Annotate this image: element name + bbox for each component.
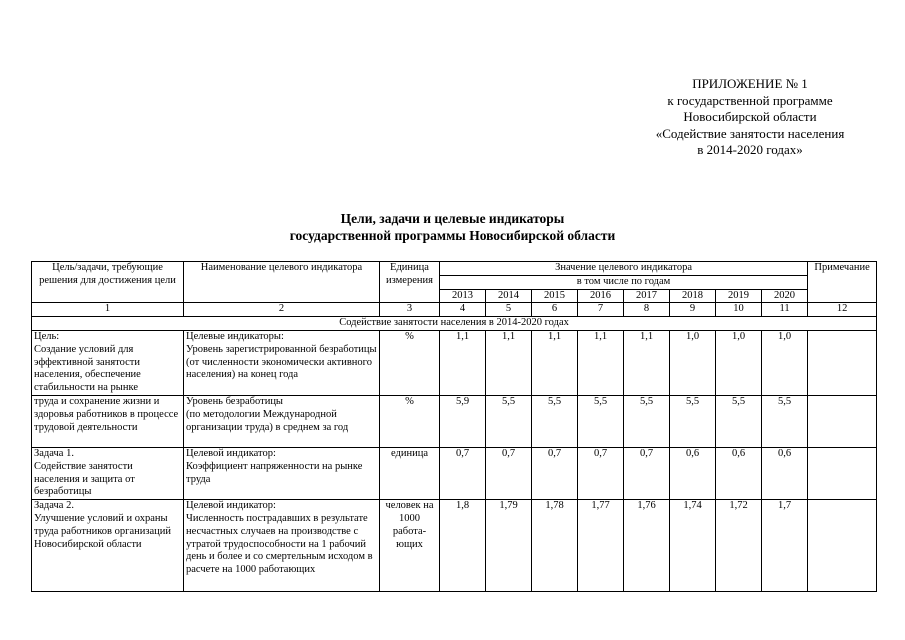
appendix-block	[600, 76, 900, 159]
value-cell: 1,8	[440, 500, 486, 592]
value-cell: 0,7	[624, 447, 670, 499]
value-cell: 1,74	[670, 500, 716, 592]
value-cell: 1,0	[670, 330, 716, 395]
year-cell: 2015	[532, 289, 578, 303]
table-row	[32, 330, 877, 395]
year-cell: 2018	[670, 289, 716, 303]
col-number: 11	[762, 303, 808, 317]
value-cell: 1,0	[716, 330, 762, 395]
col-number: 8	[624, 303, 670, 317]
title-line-2: государственной программы Новосибирской области	[289, 228, 616, 243]
year-cell: 2020	[762, 289, 808, 303]
col-number: 6	[532, 303, 578, 317]
value-cell: 1,1	[578, 330, 624, 395]
col-number: 4	[440, 303, 486, 317]
col-number: 3	[380, 303, 440, 317]
note-cell	[808, 330, 877, 395]
value-cell: 0,7	[532, 447, 578, 499]
unit-cell: %	[380, 330, 440, 395]
value-cell: 1,1	[624, 330, 670, 395]
unit-cell: %	[380, 395, 440, 447]
value-cell: 0,7	[578, 447, 624, 499]
value-cell: 1,0	[762, 330, 808, 395]
col-number: 2	[184, 303, 380, 317]
value-cell: 1,77	[578, 500, 624, 592]
value-cell: 1,76	[624, 500, 670, 592]
value-cell: 5,5	[716, 395, 762, 447]
value-cell: 1,7	[762, 500, 808, 592]
indicator-cell: Целевой индикатор: Численность пострадавших в результате несчастных случаев на производстве с утратой трудоспособности на 1 рабочий день и более и со смертельным исходом в расчете на 1000 работающих	[184, 500, 380, 592]
indicator-cell: Целевые индикаторы: Уровень зарегистрированной безработицы (от численности экономически активного населения) на конец года	[184, 330, 380, 395]
value-cell: 1,72	[716, 500, 762, 592]
appendix-line-4: «Содействие занятости населения	[655, 125, 845, 141]
unit-cell: человек на 1000 работа-ющих	[380, 500, 440, 592]
note-cell	[808, 500, 877, 592]
value-cell: 1,79	[486, 500, 532, 592]
value-cell: 5,5	[486, 395, 532, 447]
document-title	[0, 210, 905, 244]
year-cell: 2013	[440, 289, 486, 303]
indicator-cell: Уровень безработицы (по методологии Международной организации труда) в среднем за год	[184, 395, 380, 447]
year-cell: 2014	[486, 289, 532, 303]
value-cell: 5,5	[532, 395, 578, 447]
appendix-line-2: к государственной программе	[667, 92, 833, 108]
note-cell	[808, 395, 877, 447]
table-row	[32, 447, 877, 499]
value-cell: 5,5	[670, 395, 716, 447]
header-note: Примечание	[808, 262, 877, 303]
col-number: 5	[486, 303, 532, 317]
year-cell: 2017	[624, 289, 670, 303]
table-row	[32, 395, 877, 447]
year-cell: 2019	[716, 289, 762, 303]
value-cell: 0,6	[716, 447, 762, 499]
header-goal: Цель/задачи, требующие решения для достижения цели	[32, 262, 184, 303]
appendix-line-1: ПРИЛОЖЕНИЕ № 1	[692, 76, 808, 91]
column-numbers-row	[32, 303, 877, 317]
value-cell: 0,6	[670, 447, 716, 499]
value-cell: 0,6	[762, 447, 808, 499]
title-line-1: Цели, задачи и целевые индикаторы	[340, 211, 565, 226]
year-cell: 2016	[578, 289, 624, 303]
value-cell: 0,7	[486, 447, 532, 499]
col-number: 9	[670, 303, 716, 317]
section-title: Содействие занятости населения в 2014-2020 годах	[32, 317, 877, 331]
header-by-years: в том числе по годам	[440, 275, 808, 289]
header-indicator: Наименование целевого индикатора	[184, 262, 380, 303]
indicator-cell: Целевой индикатор: Коэффициент напряженности на рынке труда	[184, 447, 380, 499]
col-number: 10	[716, 303, 762, 317]
goal-cell: Задача 1. Содействие занятости населения и защита от безработицы	[32, 447, 184, 499]
unit-cell: единица	[380, 447, 440, 499]
value-cell: 5,5	[624, 395, 670, 447]
col-number: 7	[578, 303, 624, 317]
value-cell: 1,1	[440, 330, 486, 395]
value-cell: 5,9	[440, 395, 486, 447]
value-cell: 1,1	[486, 330, 532, 395]
table-row	[32, 500, 877, 592]
header-value: Значение целевого индикатора	[440, 262, 808, 276]
appendix-line-3: Новосибирской области	[683, 109, 817, 124]
value-cell: 1,78	[532, 500, 578, 592]
table-header-row	[32, 262, 877, 276]
value-cell: 1,1	[532, 330, 578, 395]
section-row	[32, 317, 877, 331]
value-cell: 5,5	[578, 395, 624, 447]
appendix-line-5: в 2014-2020 годах»	[697, 142, 803, 157]
col-number: 1	[32, 303, 184, 317]
note-cell	[808, 447, 877, 499]
indicators-table	[31, 261, 877, 592]
goal-cell: труда и сохранение жизни и здоровья работников в процессе трудовой деятельности	[32, 395, 184, 447]
value-cell: 0,7	[440, 447, 486, 499]
goal-cell: Задача 2. Улучшение условий и охраны труда работников организаций Новосибирской области	[32, 500, 184, 592]
goal-cell: Цель: Создание условий для эффективной занятости населения, обеспечение стабильности на рынке	[32, 330, 184, 395]
col-number: 12	[808, 303, 877, 317]
header-unit: Единица измерения	[380, 262, 440, 303]
value-cell: 5,5	[762, 395, 808, 447]
